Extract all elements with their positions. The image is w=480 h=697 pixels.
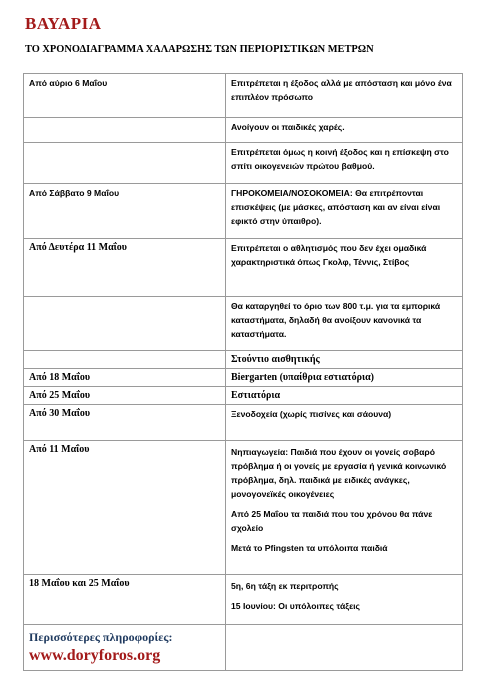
row-date [24,351,226,369]
table-row [24,239,463,297]
row-text: Biergarten (υπαίθρια εστιατόρια) [226,369,463,387]
row-text-group [226,575,463,625]
document-title: ΒΑΥΑΡΙΑ [25,14,102,33]
row-text: ΓΗΡΟΚΟΜΕΙΑ/ΝΟΣΟΚΟΜΕΙΑ: Θα επιτρέπονται επισκέψεις (με μάσκες, απόσταση και αν είναι είναι εφικτό στην ύπαιθρο). [226,184,463,239]
row-date: 18 Μαΐου και 25 Μαΐου [24,575,226,625]
table-row [24,143,463,184]
row-text: 5η, 6η τάξη εκ περιτροπής [231,581,339,591]
row-date: Από 30 Μαΐου [24,405,226,441]
row-text: Νηπιαγωγεία: Παιδιά που έχουν οι γονείς σοβαρό πρόβλημα ή οι γονείς με εργασία ή γενικά κοινωνικό πρόβλημα, δηλ. παιδικά με ειδικές ανάγκες, μονογονεϊκές οικογένειες [231,447,447,499]
row-date [24,143,226,184]
more-info-label: Περισσότερες πληροφορίες: [29,630,173,644]
table-row [24,184,463,239]
table-row [24,118,463,143]
row-text: Ξενοδοχεία (χωρίς πισίνες και σάουνα) [226,405,463,441]
row-date [24,297,226,351]
empty-cell [226,625,463,671]
footer-cell [24,625,226,671]
row-date: Από 18 Μαΐου [24,369,226,387]
row-text: Από 25 Μαΐου τα παιδιά που του χρόνου θα πάνε σχολείο [231,509,433,533]
table-row [24,575,463,625]
row-text: Μετά το Pfingsten τα υπόλοιπα παιδιά [231,543,388,553]
table-row [24,74,463,118]
row-text: Ανοίγουν οι παιδικές χαρές. [226,118,463,143]
website-link[interactable]: www.doryforos.org [29,647,161,664]
table-row [24,625,463,671]
row-text: Επιτρέπεται όμως η κοινή έξοδος και η επίσκεψη στο σπίτι οικογενειών πρώτου βαθμού. [226,143,463,184]
row-date: Από αύριο 6 Μαΐου [24,74,226,118]
row-date [24,118,226,143]
table-row [24,405,463,441]
row-text: Στούντιο αισθητικής [226,351,463,369]
document-subtitle: ΤΟ ΧΡΟΝΟΔΙΑΓΡΑΜΜΑ ΧΑΛΑΡΩΣΗΣ ΤΩΝ ΠΕΡΙΟΡΙΣΤΙΚΩΝ ΜΕΤΡΩΝ [25,44,374,55]
row-text: Εστιατόρια [226,387,463,405]
row-text: Θα καταργηθεί το όριο των 800 τ.μ. για τα εμπορικά καταστήματα, δηλαδή θα ανοίξουν κανονικά τα καταστήματα. [226,297,463,351]
schedule-table [23,73,463,671]
row-date: Από 25 Μαΐου [24,387,226,405]
row-date: Από 11 Μαΐου [24,441,226,575]
row-text: 15 Ιουνίου: Οι υπόλοιπες τάξεις [231,601,361,611]
table-row [24,297,463,351]
table-row [24,387,463,405]
row-text-group [226,441,463,575]
row-text: Επιτρέπεται η έξοδος αλλά με απόσταση και μόνο ένα επιπλέον πρόσωπο [226,74,463,118]
table-row [24,441,463,575]
table-row [24,351,463,369]
table-row [24,369,463,387]
row-text: Επιτρέπεται ο αθλητισμός που δεν έχει ομαδικά χαρακτηριστικά όπως Γκολφ, Τέννις, Στίβος [226,239,463,297]
row-date: Από Δευτέρα 11 Μαΐου [24,239,226,297]
row-date: Από Σάββατο 9 Μαΐου [24,184,226,239]
